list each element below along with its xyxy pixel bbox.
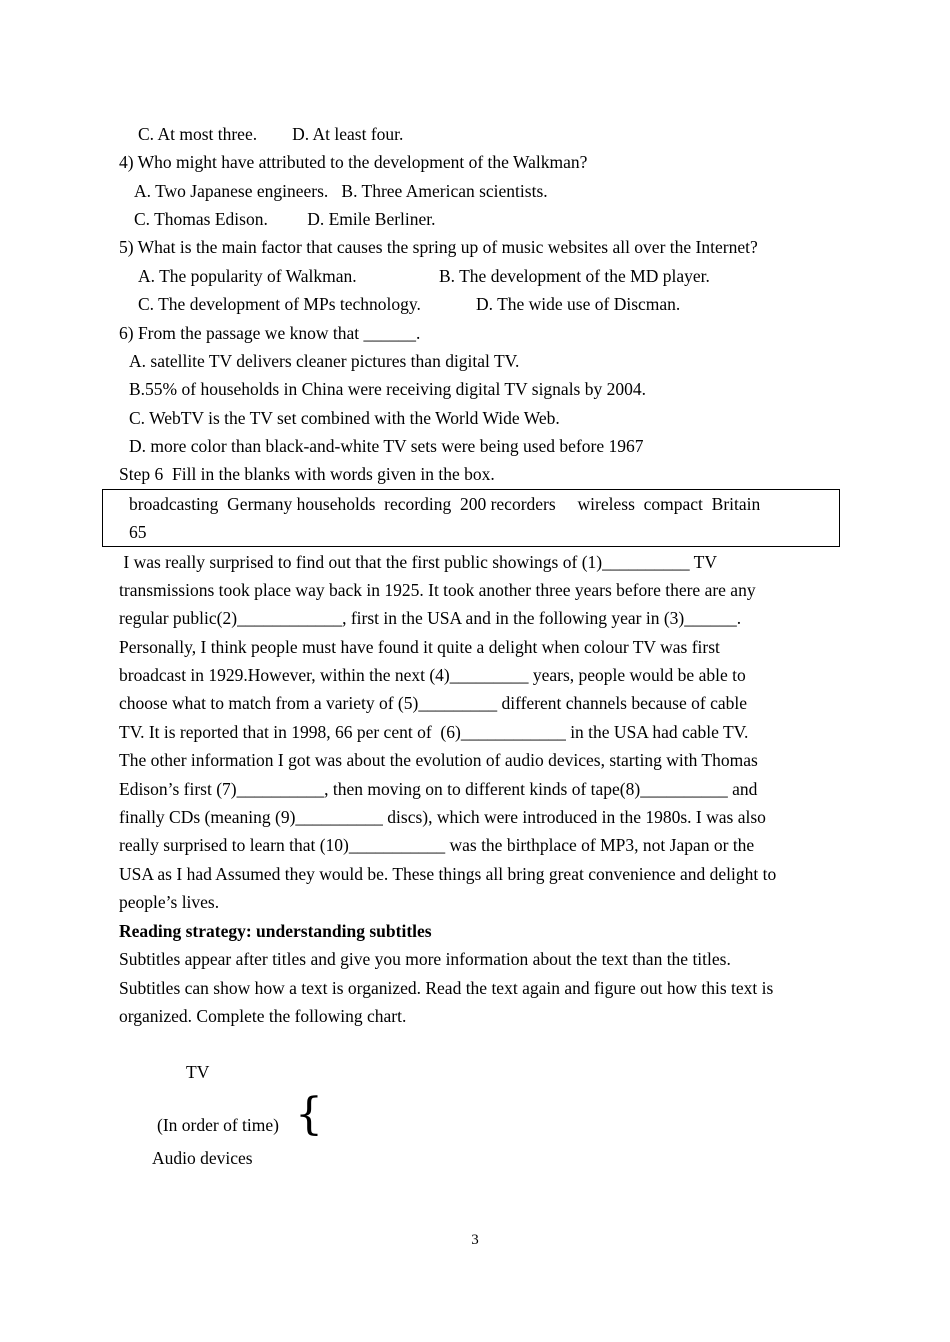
passage-line: The other information I got was about the evolution of audio devices, starting with Thomas [119,750,758,770]
passage-line: Edison’s first (7)__________, then moving on to different kinds of tape(8)__________ and [119,779,758,799]
page-number: 3 [471,1232,479,1248]
strategy-line: organized. Complete the following chart. [119,1006,407,1026]
word-box-line-1: broadcasting Germany households recording 200 recorders wireless compact Britain [129,494,761,514]
strategy-heading: Reading strategy: understanding subtitles [119,921,432,941]
chart-tv-label: TV [186,1062,210,1082]
passage-line: people’s lives. [119,892,220,912]
q5-option-c: C. The development of MPs technology. [138,294,421,314]
step6-instruction: Step 6 Fill in the blanks with words given in the box. [119,464,495,484]
q5-option-a: A. The popularity of Walkman. [138,266,357,286]
passage-line: I was really surprised to find out that the first public showings of (1)__________ TV [119,552,717,572]
passage-line: transmissions took place way back in 1925. It took another three years before there are any [119,580,756,600]
chart-brace: { [295,1089,323,1140]
passage-line: choose what to match from a variety of (5)_________ different channels because of cable [119,693,747,713]
chart-audio-label: Audio devices [152,1148,253,1168]
passage-line: really surprised to learn that (10)___________ was the birthplace of MP3, not Japan or the [119,835,755,855]
q4-question: 4) Who might have attributed to the development of the Walkman? [119,152,588,172]
passage-line: USA as I had Assumed they would be. These things all bring great convenience and delight to [119,864,777,884]
q4-options-ab: A. Two Japanese engineers. B. Three American scientists. [134,181,548,201]
q6-option-b: B.55% of households in China were receiving digital TV signals by 2004. [129,379,646,399]
q6-option-c: C. WebTV is the TV set combined with the World Wide Web. [129,408,560,428]
q5-question: 5) What is the main factor that causes the spring up of music websites all over the Internet? [119,237,758,257]
q6-option-d: D. more color than black-and-white TV sets were being used before 1967 [129,436,644,456]
q4-options-cd: C. Thomas Edison. D. Emile Berliner. [134,209,436,229]
strategy-line: Subtitles can show how a text is organized. Read the text again and figure out how this text is [119,978,774,998]
passage-line: regular public(2)____________, first in the USA and in the following year in (3)______. [119,608,742,628]
q5-option-d: D. The wide use of Discman. [476,294,681,314]
q5-option-b: B. The development of the MD player. [439,266,710,286]
passage-line: Personally, I think people must have found it quite a delight when colour TV was first [119,637,720,657]
passage-line: TV. It is reported that in 1998, 66 per cent of (6)____________ in the USA had cable TV. [119,722,749,742]
chart-order-label: (In order of time) [157,1115,279,1135]
passage-line: broadcast in 1929.However, within the next (4)_________ years, people would be able to [119,665,746,685]
q6-question: 6) From the passage we know that ______. [119,323,421,343]
q6-option-a: A. satellite TV delivers cleaner pictures than digital TV. [129,351,520,371]
word-box-line-2: 65 [129,522,147,542]
strategy-line: Subtitles appear after titles and give you more information about the text than the titles. [119,949,731,969]
q3-options-cd: C. At most three. D. At least four. [138,124,404,144]
passage-line: finally CDs (meaning (9)__________ discs), which were introduced in the 1980s. I was also [119,807,766,827]
